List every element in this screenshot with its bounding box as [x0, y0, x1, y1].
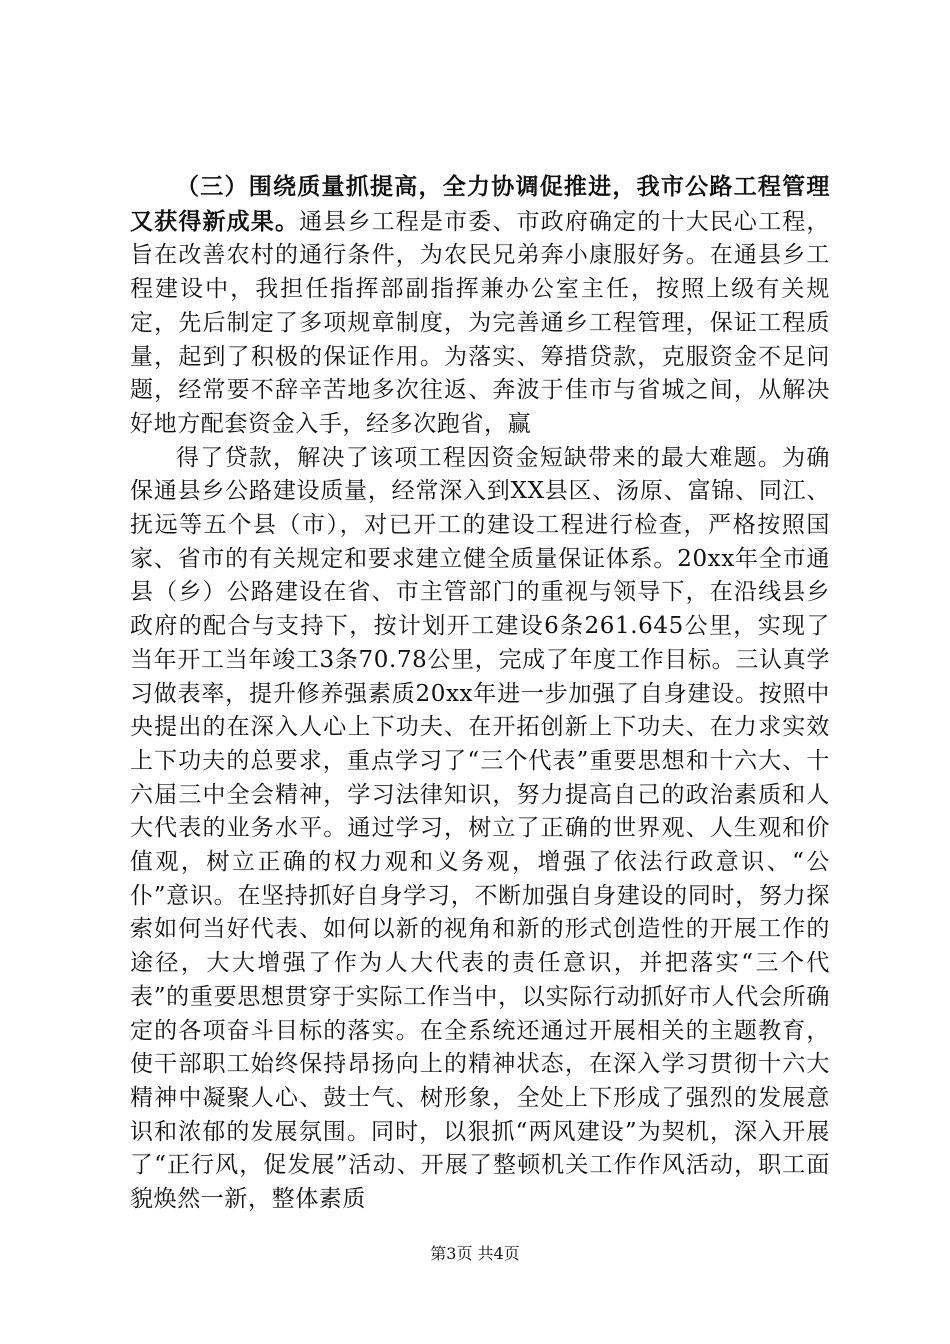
- paragraph-2-text: 得了贷款，解决了该项工程因资金短缺带来的最大难题。为确保通县乡公路建设质量，经常深入到XX县区、汤原、富锦、同江、抚远等五个县（市），对已开工的建设工程进行检查，严格按照国家、省市的有关规定和要求建立健全质量保证体系。20xx年全市通县（乡）公路建设在省、市主管部门的重视与领导下，在沿线县乡政府的配合与支持下，按计划开工建设6条261.645公里，实现了当年开工当年竣工3条70.78公里，完成了年度工作目标。三认真学习做表率，提升修养强素质20xx年进一步加强了自身建设。按照中央提出的在深入人心上下功夫、在开拓创新上下功夫、在力求实效上下功夫的总要求，重点学习了“三个代表”重要思想和十六大、十六届三中全会精神，学习法律知识，努力提高自己的政治素质和人大代表的业务水平。通过学习，树立了正确的世界观、人生观和价值观，树立正确的权力观和义务观，增强了依法行政意识、“公仆”意识。在坚持抓好自身学习，不断加强自身建设的同时，努力探索如何当好代表、如何以新的视角和新的形式创造性的开展工作的途径，大大增强了作为人大代表的责任意识，并把落实“三个代表”的重要思想贯穿于实际工作当中，以实际行动抓好市人代会所确定的各项奋斗目标的落实。在全系统还通过开展相关的主题教育，使干部职工始终保持昂扬向上的精神状态，在深入学习贯彻十六大精神中凝聚人心、鼓士气、树形象，全处上下形成了强烈的发展意识和浓郁的发展氛围。同时，以狠抓“两风建设”为契机，深入开展了“正行风，促发展”活动、开展了整顿机关工作作风活动，职工面貌焕然一新，整体素质: [130, 444, 830, 1213]
- page-number: 第3页: [430, 1244, 473, 1263]
- page-total: 共4页: [477, 1244, 520, 1263]
- section-heading: （三）围绕质量抓提高，全力协调促推进，我市公路工程管理又获得新成果。: [130, 173, 830, 235]
- document-body: [130, 170, 830, 1217]
- paragraph-1: [130, 170, 830, 442]
- paragraph-1-text: 通县乡工程是市委、市政府确定的十大民心工程，旨在改善农村的通行条件，为农民兄弟奔小康服好务。在通县乡工程建设中，我担任指挥部副指挥兼办公室主任，按照上级有关规定，先后制定了多项规章制度，为完善通乡工程管理，保证工程质量，起到了积极的保证作用。为落实、筹措贷款，克服资金不足问题，经常要不辞辛苦地多次往返、奔波于佳市与省城之间，从解决好地方配套资金入手，经多次跑省，赢: [130, 208, 831, 437]
- paragraph-2: [130, 442, 830, 1217]
- page-footer: [0, 1244, 950, 1264]
